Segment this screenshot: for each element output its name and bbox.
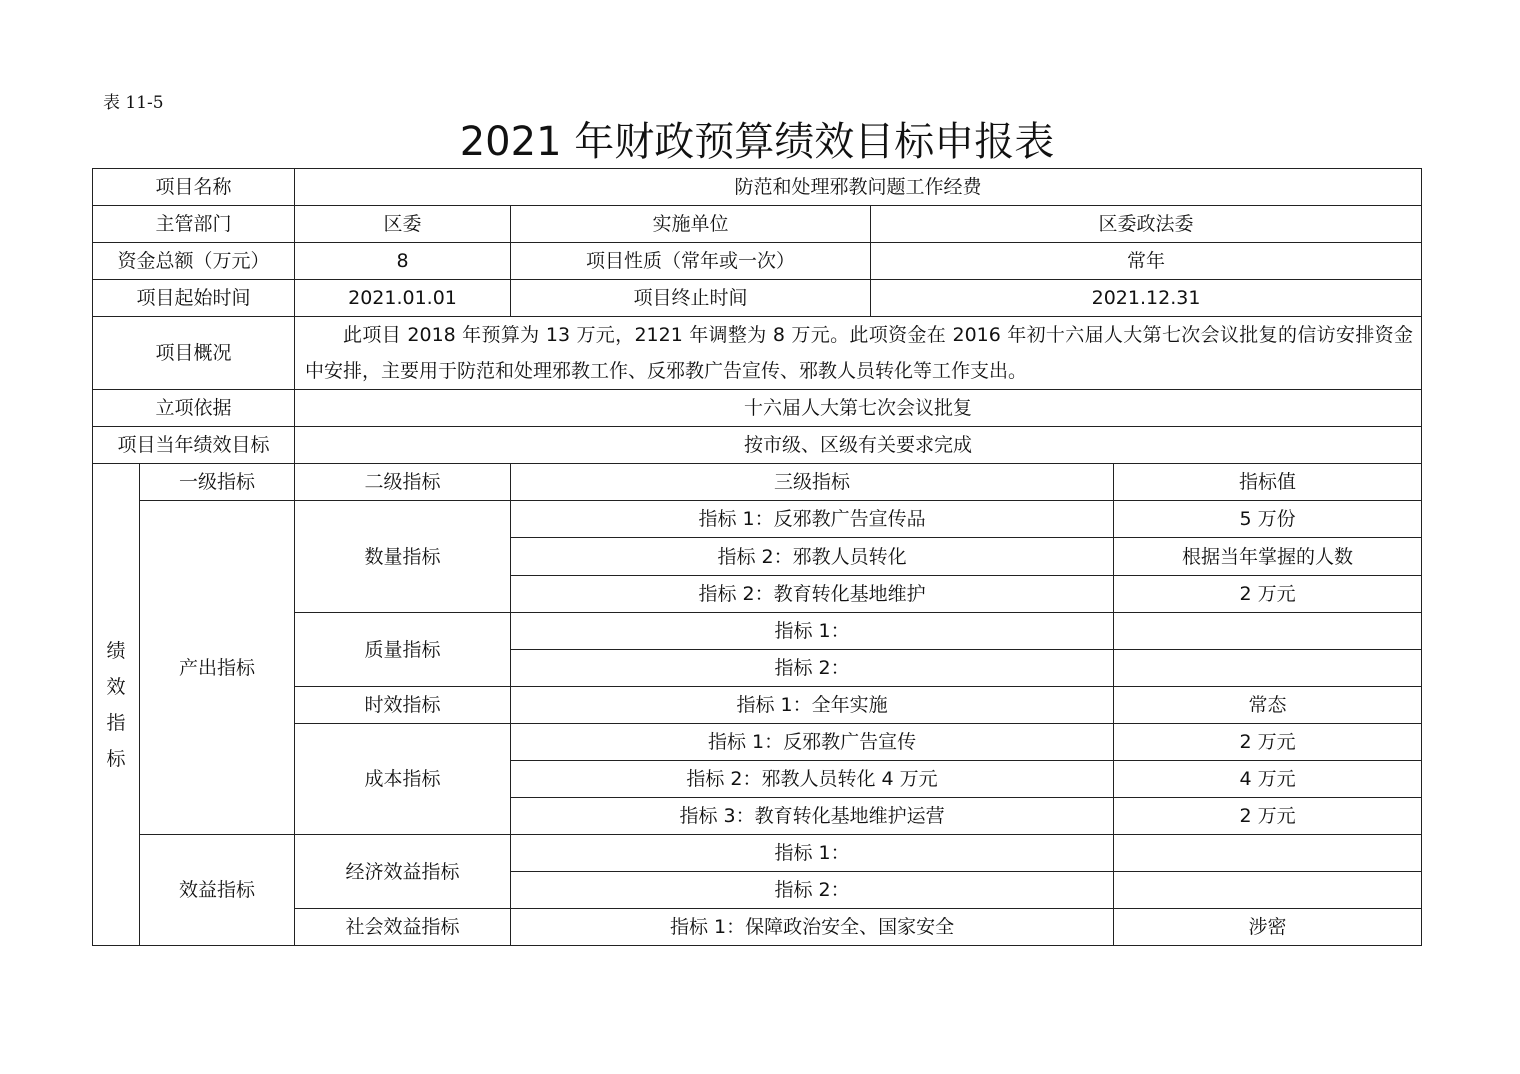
indicator-value: 4 万元: [1114, 761, 1422, 798]
indicator-name: 指标 3：教育转化基地维护运营: [511, 798, 1114, 835]
start-label: 项目起始时间: [93, 280, 295, 317]
header-value: 指标值: [1114, 464, 1422, 501]
basis-label: 立项依据: [93, 390, 295, 427]
cost-indicator-label: 成本指标: [295, 724, 511, 835]
total-value: 8: [295, 243, 511, 280]
indicator-name: 指标 1：: [511, 613, 1114, 650]
row-basis: [93, 390, 1422, 427]
unit-value: 区委政法委: [871, 206, 1422, 243]
indicator-name: 指标 2：邪教人员转化: [511, 538, 1114, 576]
indicator-value: 5 万份: [1114, 501, 1422, 538]
end-value: 2021.12.31: [871, 280, 1422, 317]
indicator-name: 指标 1：反邪教广告宣传品: [511, 501, 1114, 538]
nature-label: 项目性质（常年或一次）: [511, 243, 871, 280]
indicator-name: 指标 2：邪教人员转化 4 万元: [511, 761, 1114, 798]
indicator-name: 指标 1：全年实施: [511, 687, 1114, 724]
basis-value: 十六届人大第七次会议批复: [295, 390, 1422, 427]
indicator-value: 根据当年掌握的人数: [1114, 538, 1422, 576]
row-overview: [93, 317, 1422, 390]
vertical-char: 效: [106, 675, 126, 698]
indicator-name: 指标 2：: [511, 650, 1114, 687]
indicator-value: [1114, 650, 1422, 687]
indicator-row: [93, 835, 1422, 872]
project-name-label: 项目名称: [93, 169, 295, 206]
indicator-value: [1114, 872, 1422, 909]
row-goal: [93, 427, 1422, 464]
performance-goal-form: [92, 168, 1422, 946]
row-funding: [93, 243, 1422, 280]
header-level3: 三级指标: [511, 464, 1114, 501]
indicator-value: 2 万元: [1114, 724, 1422, 761]
social-indicator-label: 社会效益指标: [295, 909, 511, 946]
indicator-row: [93, 501, 1422, 538]
start-value: 2021.01.01: [295, 280, 511, 317]
row-department: [93, 206, 1422, 243]
vertical-char: 指: [106, 711, 126, 734]
indicator-value: [1114, 835, 1422, 872]
indicator-value: [1114, 613, 1422, 650]
indicator-value: 2 万元: [1114, 798, 1422, 835]
indicator-name: 指标 2：: [511, 872, 1114, 909]
row-indicator-headers: [93, 464, 1422, 501]
vertical-char: 标: [106, 747, 126, 770]
unit-label: 实施单位: [511, 206, 871, 243]
dept-value: 区委: [295, 206, 511, 243]
indicator-name: 指标 2：教育转化基地维护: [511, 576, 1114, 613]
indicator-value: 涉密: [1114, 909, 1422, 946]
goal-label: 项目当年绩效目标: [93, 427, 295, 464]
indicator-name: 指标 1：: [511, 835, 1114, 872]
quality-indicator-label: 质量指标: [295, 613, 511, 687]
indicator-name: 指标 1：保障政治安全、国家安全: [511, 909, 1114, 946]
header-level1: 一级指标: [140, 464, 295, 501]
end-label: 项目终止时间: [511, 280, 871, 317]
nature-value: 常年: [871, 243, 1422, 280]
row-period: [93, 280, 1422, 317]
performance-indicators-label: [93, 464, 140, 946]
row-project-name: [93, 169, 1422, 206]
timeliness-indicator-label: 时效指标: [295, 687, 511, 724]
indicator-value: 2 万元: [1114, 576, 1422, 613]
quantity-indicator-label: 数量指标: [295, 501, 511, 613]
vertical-char: 绩: [106, 639, 126, 662]
header-level2: 二级指标: [295, 464, 511, 501]
economic-indicator-label: 经济效益指标: [295, 835, 511, 909]
overview-label: 项目概况: [93, 317, 295, 390]
benefit-indicator-label: 效益指标: [140, 835, 295, 946]
indicator-name: 指标 1：反邪教广告宣传: [511, 724, 1114, 761]
output-indicator-label: 产出指标: [140, 501, 295, 835]
indicator-value: 常态: [1114, 687, 1422, 724]
total-label: 资金总额（万元）: [93, 243, 295, 280]
table-number: 表 11-5: [103, 93, 164, 113]
project-name-value: 防范和处理邪教问题工作经费: [295, 169, 1422, 206]
goal-value: 按市级、区级有关要求完成: [295, 427, 1422, 464]
overview-text: 此项目 2018 年预算为 13 万元，2121 年调整为 8 万元。此项资金在 2016 年初十六届人大第七次会议批复的信访安排资金中安排，主要用于防范和处理邪教工作、反邪教广告宣传、邪教人员转化等工作支出。: [295, 317, 1422, 390]
dept-label: 主管部门: [93, 206, 295, 243]
document-title: 2021 年财政预算绩效目标申报表: [459, 119, 1055, 165]
